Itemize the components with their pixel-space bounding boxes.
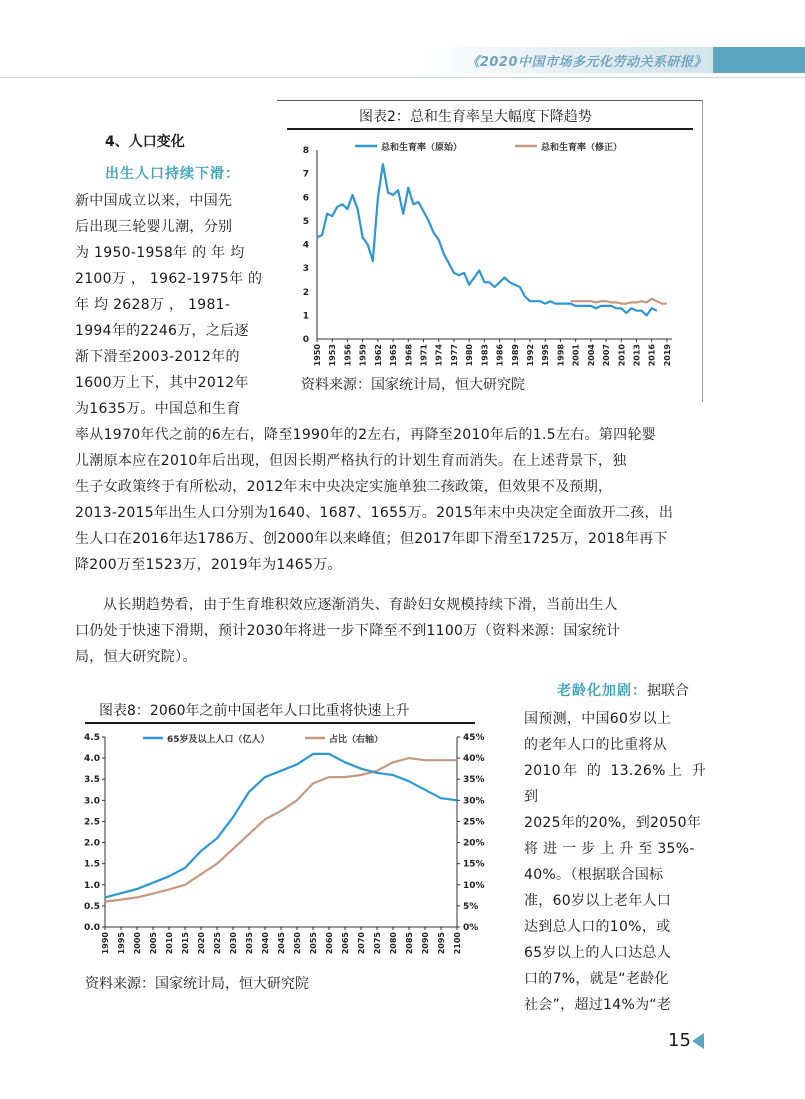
legend-label-revised: 总和生育率（修正） [541, 143, 623, 153]
x-tick-label: 1995 [541, 344, 551, 367]
para3-line: 40%。（根据联合国标 [524, 867, 664, 883]
para1-line: 生人口在2016年达1786万、创2000年以来峰值；但2017年即下滑至1725万，2018年再下 [75, 531, 668, 547]
para1-line: 新中国成立以来，中国先 [75, 193, 233, 209]
para1-wide [75, 422, 715, 578]
x-tick-label: 2090 [421, 932, 430, 955]
x-tick-label: 2020 [197, 932, 206, 955]
y-tick-label-left: 4.5 [84, 733, 100, 743]
x-tick-label: 2075 [373, 932, 382, 955]
x-tick-label: 2070 [357, 932, 366, 955]
para1-line: 生子女政策终于有所松动，2012年末中央决定实施单独二孩政策，但效果不及预期， [75, 479, 613, 495]
y-tick-label: 5 [302, 216, 309, 227]
x-tick-label: 2004 [586, 344, 596, 367]
page-arrow-icon [692, 1033, 704, 1049]
x-tick-label: 1992 [526, 344, 535, 367]
x-tick-label: 2065 [341, 932, 350, 955]
y-tick-label: 0 [302, 335, 309, 345]
para1-line: 后出现三轮婴儿潮，分别 [75, 219, 233, 235]
para2-line: 从长期趋势看，由于生育堆积效应逐渐消失、育龄妇女规模持续下滑，当前出生人 [103, 597, 618, 613]
aging-lead [557, 680, 689, 700]
x-tick-label: 2040 [261, 932, 270, 955]
x-tick-label: 1998 [556, 344, 566, 367]
y-tick-label-right: 20% [463, 838, 485, 849]
series-original-line [317, 164, 657, 315]
y-tick-label-left: 0.5 [84, 901, 100, 912]
para1-line: 1994年的2246万，之后逐 [75, 323, 249, 339]
para1-line: 儿潮原本应在2010年后出现，但因长期严格执行的计划生育而消失。在上述背景下，独 [75, 453, 627, 469]
y-tick-label: 1 [302, 311, 309, 322]
para2-line: 局，恒大研究院）。 [75, 649, 197, 665]
x-tick-label: 1959 [358, 344, 368, 367]
x-tick-label: 2007 [602, 344, 612, 367]
chart-source: 资料来源：国家统计局，恒大研究院 [85, 976, 309, 992]
para1-narrow [75, 188, 265, 422]
para1-line: 2100万 ， 1962-1975年 的 [75, 271, 263, 287]
x-tick-label: 2035 [245, 932, 254, 955]
y-tick-label-left: 2.5 [84, 817, 100, 828]
para3 [524, 706, 706, 1018]
header-divider [0, 77, 805, 78]
x-tick-label: 1990 [101, 932, 110, 955]
x-tick-label: 1953 [328, 344, 338, 367]
para1-line: 率从1970年代之前的6左右，降至1990年的2左右，再降至2010年后的1.5左右。第四轮婴 [75, 427, 657, 443]
header-accent-bar [713, 47, 805, 73]
y-tick-label: 2 [302, 287, 309, 298]
y-tick-label: 6 [302, 193, 309, 204]
para3-line: 国预测，中国60岁以上 [524, 711, 672, 727]
para3-line: 将 进 一 步 上 升 至 35%- [524, 841, 695, 857]
y-tick-label: 7 [302, 169, 309, 180]
y-tick-label: 8 [302, 146, 309, 156]
x-tick-label: 1989 [510, 344, 520, 367]
subhead-birth: 出生人口持续下滑： [105, 166, 240, 182]
page-number: 15 [668, 1030, 691, 1051]
para1-line: 2013-2015年出生人口分别为1640、1687、1655万。2015年末中央决定全面放开二孩，出 [75, 505, 674, 521]
x-tick-label: 1965 [389, 344, 399, 367]
y-tick-label-right: 10% [463, 880, 485, 891]
x-tick-label: 2050 [293, 932, 302, 955]
y-tick-label-left: 0.0 [84, 923, 100, 933]
para2 [75, 592, 715, 670]
para2-line: 口仍处于快速下滑期，预计2030年将进一步下降至不到1100万（资料来源：国家统计 [75, 623, 621, 639]
y-tick-label-right: 45% [463, 733, 485, 743]
y-tick-label-right: 40% [463, 754, 485, 765]
y-tick-label-right: 15% [463, 859, 485, 870]
x-tick-label: 2060 [325, 932, 334, 955]
x-tick-label: 2000 [133, 932, 142, 955]
y-tick-label-left: 1.5 [84, 859, 100, 870]
para3-line: 2010年 的 13.26%上 升 到 [524, 763, 706, 805]
legend-label-pop: 65岁及以上人口（亿人） [167, 735, 270, 745]
x-tick-label: 1968 [404, 344, 414, 367]
y-tick-label-left: 1.0 [84, 880, 100, 891]
x-tick-label: 2055 [309, 932, 318, 955]
para3-line: 口的7%，就是“老龄化 [524, 971, 669, 987]
chart-title: 图表2：总和生育率呈大幅度下降趋势 [359, 109, 592, 125]
para1-line: 为1635万。中国总和生育 [75, 401, 241, 417]
para1-line: 渐下滑至2003-2012年的 [75, 349, 240, 365]
x-tick-label: 1974 [434, 344, 444, 367]
chart-aging [75, 695, 485, 1000]
legend-label-share: 占比（右轴） [329, 735, 384, 745]
chart-title-rule [85, 722, 475, 724]
y-tick-label-right: 0% [463, 923, 479, 933]
aging-plot [75, 725, 485, 975]
x-tick-label: 1950 [313, 344, 322, 367]
para3-line: 2025年的20%，到2050年 [524, 815, 702, 831]
para3-line: 达到总人口的10%，或 [524, 919, 671, 935]
y-tick-label-right: 35% [463, 775, 485, 786]
x-tick-label: 2100 [453, 932, 462, 955]
x-tick-label: 1983 [480, 344, 490, 367]
x-tick-label: 2005 [149, 932, 158, 955]
para1-line: 年 均 2628万 ， 1981- [75, 297, 231, 313]
x-tick-label: 2085 [405, 932, 414, 955]
y-tick-label: 3 [302, 264, 309, 275]
legend-label-original: 总和生育率（原始） [381, 143, 463, 153]
section-title: 4、人口变化 [105, 134, 185, 150]
x-tick-label: 1995 [117, 932, 126, 955]
y-tick-label-left: 2.0 [84, 838, 100, 849]
y-tick-label-left: 3.5 [84, 775, 100, 786]
fertility-plot [277, 132, 703, 382]
aging-lead-text: 据联合 [647, 683, 689, 699]
x-tick-label: 1980 [465, 344, 475, 367]
y-tick-label: 4 [302, 240, 309, 251]
para3-line: 65岁以上的人口达总人 [524, 945, 672, 961]
x-tick-label: 2010 [617, 344, 627, 367]
x-tick-label: 2045 [277, 932, 286, 955]
chart-title-rule [287, 128, 693, 130]
para3-line: 的老年人口的比重将从 [524, 737, 667, 753]
y-tick-label-right: 25% [463, 817, 485, 828]
x-tick-label: 1962 [373, 344, 383, 367]
x-tick-label: 2010 [165, 932, 174, 955]
para3-line: 准，60岁以上老年人口 [524, 893, 672, 909]
x-tick-label: 1977 [449, 344, 459, 367]
para1-line: 1600万上下，其中2012年 [75, 375, 249, 391]
series-pop-line [105, 754, 457, 898]
chart-title: 图表8：2060年之前中国老年人口比重将快速上升 [99, 703, 410, 719]
x-tick-label: 2015 [181, 932, 190, 955]
x-tick-label: 1971 [419, 344, 429, 367]
x-tick-label: 2080 [389, 932, 398, 955]
x-tick-label: 2016 [647, 344, 657, 367]
chart-top-rule [277, 100, 703, 101]
y-tick-label-left: 3.0 [84, 796, 100, 807]
subhead-aging: 老龄化加剧： [557, 683, 647, 699]
chart-source: 资料来源：国家统计局，恒大研究院 [301, 377, 525, 393]
para3-line: 社会”，超过14%为“老 [524, 997, 672, 1013]
para1-line: 为 1950-1958年 的 年 均 [75, 245, 245, 261]
page-header [0, 0, 805, 77]
x-tick-label: 2030 [229, 932, 238, 955]
y-tick-label-right: 5% [463, 901, 479, 912]
x-tick-label: 2025 [213, 932, 222, 955]
x-tick-label: 1986 [495, 344, 505, 367]
x-tick-label: 2013 [632, 344, 642, 367]
x-tick-label: 2019 [662, 344, 672, 367]
x-tick-label: 1956 [343, 344, 353, 367]
x-tick-label: 2095 [437, 932, 446, 955]
header-title: 《2020中国市场多元化劳动关系研报》 [466, 55, 707, 70]
y-tick-label-left: 4.0 [84, 754, 100, 765]
para1-line: 降200万至1523万，2019年为1465万。 [75, 557, 342, 573]
x-tick-label: 2001 [571, 344, 581, 367]
chart-fertility [277, 100, 703, 402]
series-revised-line [571, 299, 667, 304]
y-tick-label-right: 30% [463, 796, 485, 807]
